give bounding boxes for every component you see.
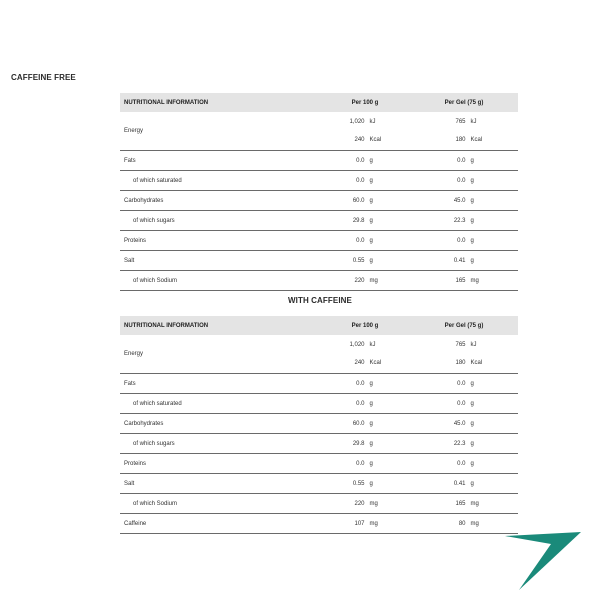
value-per-gel: 45.0 g xyxy=(410,191,518,211)
value-per-gel: 0.0 g xyxy=(410,454,518,474)
energy-per-100g: 1,020 kJ 240 Kcal xyxy=(320,112,410,151)
energy-per-gel: 765 kJ 180 Kcal xyxy=(410,335,518,374)
table-row xyxy=(120,474,518,494)
row-label: of which Sodium xyxy=(120,271,320,291)
value-per-100g: 220 mg xyxy=(320,271,410,291)
value-per-gel: 45.0 g xyxy=(410,414,518,434)
value-per-100g: 0.0 g xyxy=(320,394,410,414)
value-per-100g: 0.0 g xyxy=(320,171,410,191)
value-per-100g: 0.55 g xyxy=(320,474,410,494)
table-row-energy xyxy=(120,335,518,374)
value-per-100g: 0.55 g xyxy=(320,251,410,271)
value-per-100g: 29.8 g xyxy=(320,211,410,231)
value-per-gel: 22.3 g xyxy=(410,211,518,231)
header-nutritional-information: NUTRITIONAL INFORMATION xyxy=(120,316,320,335)
value-per-gel: 0.41 g xyxy=(410,251,518,271)
header-per-100g: Per 100 g xyxy=(320,93,410,112)
value-per-gel: 0.41 g xyxy=(410,474,518,494)
row-label: Proteins xyxy=(120,231,320,251)
table-header-row xyxy=(120,93,518,112)
value-per-gel: 0.0 g xyxy=(410,394,518,414)
table-row xyxy=(120,171,518,191)
row-label: Carbohydrates xyxy=(120,191,320,211)
nutrition-table-caffeine-free xyxy=(120,93,518,291)
energy-per-gel: 765 kJ 180 Kcal xyxy=(410,112,518,151)
header-per-100g: Per 100 g xyxy=(320,316,410,335)
row-label: of which sugars xyxy=(120,211,320,231)
header-per-gel: Per Gel (75 g) xyxy=(410,316,518,335)
table-header-row xyxy=(120,316,518,335)
value-per-gel: 165 mg xyxy=(410,271,518,291)
value-per-100g: 0.0 g xyxy=(320,151,410,171)
value-per-100g: 107 mg xyxy=(320,514,410,534)
table-row xyxy=(120,211,518,231)
table-row xyxy=(120,414,518,434)
table-row xyxy=(120,434,518,454)
table-row xyxy=(120,151,518,171)
value-per-100g: 29.8 g xyxy=(320,434,410,454)
section-title-with-caffeine: WITH CAFFEINE xyxy=(288,296,352,305)
value-per-gel: 80 mg xyxy=(410,514,518,534)
value-per-100g: 60.0 g xyxy=(320,191,410,211)
table-row xyxy=(120,191,518,211)
table-row xyxy=(120,514,518,534)
row-label: Caffeine xyxy=(120,514,320,534)
energy-per-100g: 1,020 kJ 240 Kcal xyxy=(320,335,410,374)
table-row xyxy=(120,454,518,474)
table-row xyxy=(120,271,518,291)
value-per-gel: 0.0 g xyxy=(410,374,518,394)
table-row xyxy=(120,231,518,251)
row-label: Proteins xyxy=(120,454,320,474)
table-row xyxy=(120,494,518,514)
header-nutritional-information: NUTRITIONAL INFORMATION xyxy=(120,93,320,112)
value-per-gel: 165 mg xyxy=(410,494,518,514)
table-row-energy xyxy=(120,112,518,151)
row-label: of which Sodium xyxy=(120,494,320,514)
row-label: Salt xyxy=(120,474,320,494)
value-per-gel: 0.0 g xyxy=(410,231,518,251)
section-title-caffeine-free: CAFFEINE FREE xyxy=(11,73,76,82)
arrow-logo-icon xyxy=(505,532,581,590)
value-per-gel: 0.0 g xyxy=(410,171,518,191)
row-label: of which sugars xyxy=(120,434,320,454)
row-label: Salt xyxy=(120,251,320,271)
table-row xyxy=(120,394,518,414)
header-per-gel: Per Gel (75 g) xyxy=(410,93,518,112)
value-per-gel: 22.3 g xyxy=(410,434,518,454)
row-label: of which saturated xyxy=(120,394,320,414)
table-row xyxy=(120,374,518,394)
value-per-100g: 60.0 g xyxy=(320,414,410,434)
value-per-gel: 0.0 g xyxy=(410,151,518,171)
row-label: of which saturated xyxy=(120,171,320,191)
row-label: Energy xyxy=(120,112,320,151)
row-label: Fats xyxy=(120,151,320,171)
nutrition-table-with-caffeine xyxy=(120,316,518,534)
value-per-100g: 0.0 g xyxy=(320,454,410,474)
value-per-100g: 0.0 g xyxy=(320,231,410,251)
row-label: Fats xyxy=(120,374,320,394)
table-row xyxy=(120,251,518,271)
row-label: Carbohydrates xyxy=(120,414,320,434)
value-per-100g: 0.0 g xyxy=(320,374,410,394)
value-per-100g: 220 mg xyxy=(320,494,410,514)
row-label: Energy xyxy=(120,335,320,374)
